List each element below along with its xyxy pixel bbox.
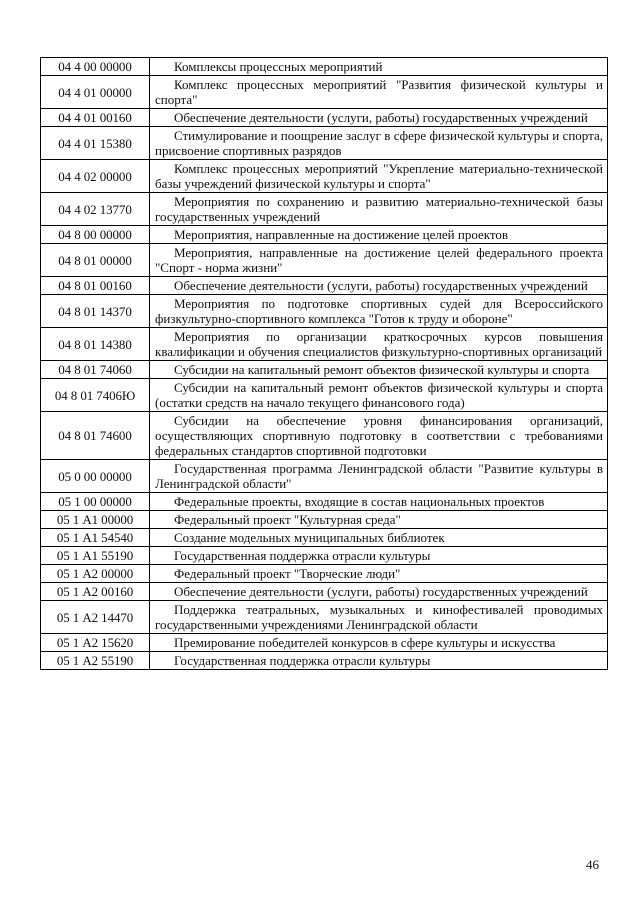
table-row: [41, 109, 608, 127]
row-code: 05 1 А2 14470: [41, 601, 150, 634]
row-code: 04 8 01 74600: [41, 412, 150, 460]
row-code: 05 0 00 00000: [41, 460, 150, 493]
row-description-cell: [150, 295, 608, 328]
row-description: Субсидии на капитальный ремонт объектов физической культуры и спорта (остатки средств на начало текущего финансового года): [155, 380, 603, 410]
row-description-cell: [150, 634, 608, 652]
page-number: 46: [586, 857, 599, 872]
table-row: [41, 652, 608, 670]
row-description-cell: [150, 76, 608, 109]
row-description: Создание модельных муниципальных библиотек: [174, 530, 445, 545]
row-code: 04 8 01 00000: [41, 244, 150, 277]
row-description-cell: [150, 529, 608, 547]
row-description: Федеральный проект "Культурная среда": [174, 512, 401, 527]
row-code: 05 1 00 00000: [41, 493, 150, 511]
row-description-cell: [150, 244, 608, 277]
row-code: 05 1 А1 55190: [41, 547, 150, 565]
row-code: 04 4 01 00160: [41, 109, 150, 127]
row-code: 05 1 А2 00000: [41, 565, 150, 583]
row-description-cell: [150, 109, 608, 127]
row-description-cell: [150, 493, 608, 511]
table-row: [41, 412, 608, 460]
row-description-cell: [150, 277, 608, 295]
table-row: [41, 226, 608, 244]
row-description: Мероприятия, направленные на достижение целей федерального проекта "Спорт - норма жизни": [155, 245, 603, 275]
table-row: [41, 361, 608, 379]
row-description: Федеральные проекты, входящие в состав национальных проектов: [174, 494, 545, 509]
row-description: Субсидии на капитальный ремонт объектов физической культуры и спорта: [174, 362, 590, 377]
row-description-cell: [150, 160, 608, 193]
table-row: [41, 583, 608, 601]
classification-table-container: [40, 57, 608, 670]
row-description-cell: [150, 226, 608, 244]
row-code: 04 8 01 14370: [41, 295, 150, 328]
classification-table: [40, 57, 608, 670]
row-description-cell: [150, 583, 608, 601]
row-code: 05 1 А2 55190: [41, 652, 150, 670]
row-code: 05 1 А2 15620: [41, 634, 150, 652]
table-row: [41, 565, 608, 583]
row-description-cell: [150, 58, 608, 76]
row-code: 05 1 А1 00000: [41, 511, 150, 529]
table-row: [41, 277, 608, 295]
row-description: Субсидии на обеспечение уровня финансирования организаций, осуществляющих спортивную подготовку в соответствии с требованиями федеральных стандартов спортивной подготовки: [155, 413, 603, 458]
row-description-cell: [150, 460, 608, 493]
row-description: Мероприятия по подготовке спортивных судей для Всероссийского физкультурно-спортивного комплекса "Готов к труду и обороне": [155, 296, 603, 326]
table-row: [41, 295, 608, 328]
table-row: [41, 379, 608, 412]
row-description-cell: [150, 412, 608, 460]
row-description-cell: [150, 565, 608, 583]
row-description-cell: [150, 361, 608, 379]
table-row: [41, 76, 608, 109]
table-row: [41, 601, 608, 634]
row-description: Поддержка театральных, музыкальных и кинофестивалей проводимых государственными учреждениями Ленинградской области: [155, 602, 603, 632]
table-row: [41, 460, 608, 493]
row-code: 05 1 А1 54540: [41, 529, 150, 547]
row-description: Государственная поддержка отрасли культуры: [174, 653, 431, 668]
table-row: [41, 193, 608, 226]
row-description-cell: [150, 193, 608, 226]
row-description: Стимулирование и поощрение заслуг в сфере физической культуры и спорта, присвоение спортивных разрядов: [155, 128, 603, 158]
row-description: Обеспечение деятельности (услуги, работы) государственных учреждений: [174, 278, 588, 293]
table-row: [41, 160, 608, 193]
row-description: Премирование победителей конкурсов в сфере культуры и искусства: [174, 635, 556, 650]
row-code: 04 8 01 74060: [41, 361, 150, 379]
row-description-cell: [150, 127, 608, 160]
row-code: 05 1 А2 00160: [41, 583, 150, 601]
row-code: 04 8 01 14380: [41, 328, 150, 361]
row-code: 04 4 01 00000: [41, 76, 150, 109]
row-description: Комплекс процессных мероприятий "Развития физической культуры и спорта": [155, 77, 603, 107]
row-code: 04 8 01 00160: [41, 277, 150, 295]
row-description: Государственная поддержка отрасли культуры: [174, 548, 431, 563]
row-description: Государственная программа Ленинградской области "Развитие культуры в Ленинградской области": [155, 461, 603, 491]
row-description: Мероприятия, направленные на достижение целей проектов: [174, 227, 509, 242]
row-code: 04 4 02 00000: [41, 160, 150, 193]
row-description-cell: [150, 511, 608, 529]
table-row: [41, 328, 608, 361]
row-code: 04 4 00 00000: [41, 58, 150, 76]
table-row: [41, 127, 608, 160]
row-code: 04 8 00 00000: [41, 226, 150, 244]
row-description: Комплекс процессных мероприятий "Укрепление материально-технической базы учреждений физической культуры и спорта": [155, 161, 603, 191]
table-body: [41, 58, 608, 670]
table-row: [41, 244, 608, 277]
row-code: 04 4 02 13770: [41, 193, 150, 226]
row-code: 04 8 01 7406Ю: [41, 379, 150, 412]
row-description: Федеральный проект "Творческие люди": [174, 566, 401, 581]
row-description-cell: [150, 652, 608, 670]
row-description: Обеспечение деятельности (услуги, работы) государственных учреждений: [174, 584, 588, 599]
row-description: Обеспечение деятельности (услуги, работы) государственных учреждений: [174, 110, 588, 125]
row-description: Мероприятия по сохранению и развитию материально-технической базы государственных учреждений: [155, 194, 603, 224]
row-description: Комплексы процессных мероприятий: [174, 59, 383, 74]
table-row: [41, 493, 608, 511]
table-row: [41, 511, 608, 529]
table-row: [41, 58, 608, 76]
row-code: 04 4 01 15380: [41, 127, 150, 160]
row-description-cell: [150, 601, 608, 634]
row-description: Мероприятия по организации краткосрочных курсов повышения квалификации и обучения специалистов физкультурно-спортивных организаций: [155, 329, 603, 359]
row-description-cell: [150, 547, 608, 565]
row-description-cell: [150, 379, 608, 412]
table-row: [41, 634, 608, 652]
row-description-cell: [150, 328, 608, 361]
table-row: [41, 547, 608, 565]
table-row: [41, 529, 608, 547]
